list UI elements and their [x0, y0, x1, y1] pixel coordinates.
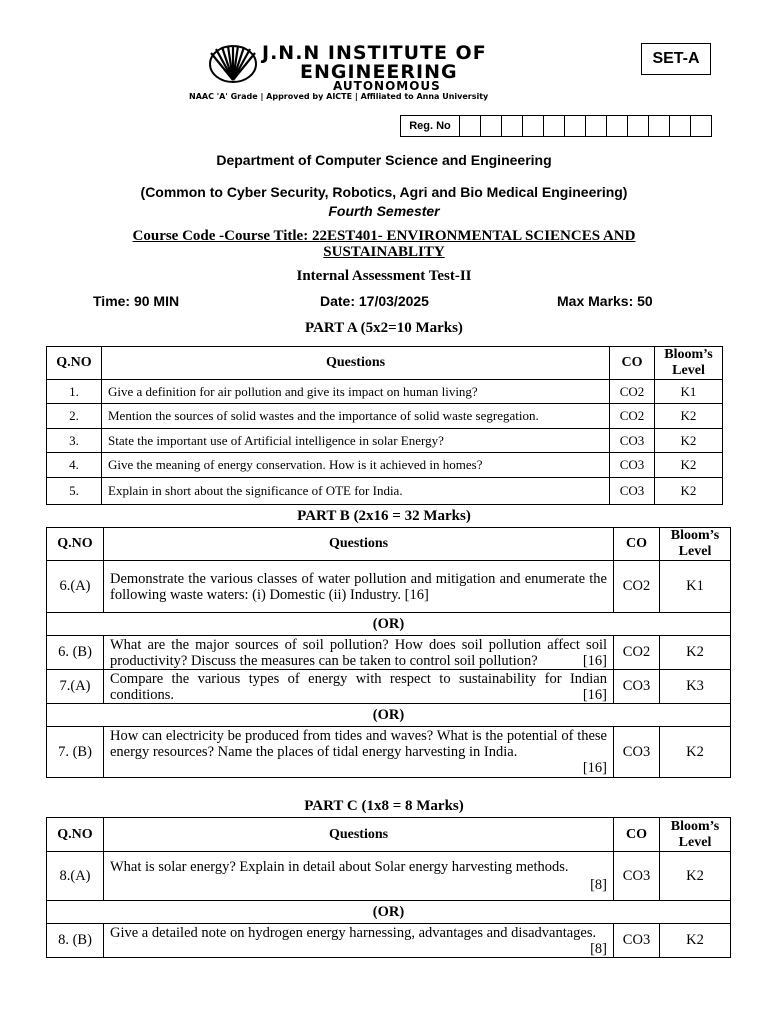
- question-text: Explain in short about the significance of OTE for India.: [102, 478, 610, 505]
- question-cell: [104, 924, 614, 958]
- column-header-questions: Questions: [104, 818, 614, 852]
- question-text: Give a detailed note on hydrogen energy harnessing, advantages and disadvantages.: [110, 924, 597, 941]
- reg-label: Reg. No: [401, 116, 460, 137]
- part-c-table: [46, 817, 731, 958]
- question-number: 6.(A): [47, 561, 104, 613]
- institute-logo: [208, 44, 258, 84]
- table-row: [47, 429, 723, 453]
- column-header-qno: Q.NO: [47, 818, 104, 852]
- part-b-table: [46, 527, 731, 778]
- course-title: Course Code -Course Title: 22EST401- ENVIRONMENTAL SCIENCES AND SUSTAINABLITY: [132, 228, 636, 260]
- table-row: [47, 380, 723, 404]
- column-header-blooms: Bloom’s Level: [660, 818, 731, 852]
- common-to-note: (Common to Cyber Security, Robotics, Agri and Bio Medical Engineering): [140, 184, 628, 200]
- question-text: State the important use of Artificial intelligence in solar Energy?: [102, 429, 610, 453]
- reg-digit-cell[interactable]: [607, 116, 628, 137]
- part-a-title: PART A (5x2=10 Marks): [305, 320, 463, 336]
- course-outcome: CO3: [610, 429, 655, 453]
- test-name: Internal Assessment Test-II: [296, 268, 472, 284]
- table-row: [47, 852, 731, 901]
- question-text: Give the meaning of energy conservation. How is it achieved in homes?: [102, 453, 610, 478]
- course-outcome: CO3: [614, 924, 660, 958]
- question-number: 5.: [47, 478, 102, 505]
- column-header-blooms: Bloom’s Level: [655, 347, 723, 380]
- table-row: [47, 404, 723, 429]
- question-text: How can electricity be produced from tides and waves? What is the potential of these energy resources? Name the places of tidal energy harvesting in India.: [110, 728, 607, 760]
- column-header-blooms: Bloom’s Level: [660, 528, 731, 561]
- question-number: 3.: [47, 429, 102, 453]
- question-number: 8.(A): [47, 852, 104, 901]
- set-label: SET-A: [641, 43, 711, 75]
- bloom-level: K2: [660, 924, 731, 958]
- bloom-level: K1: [660, 561, 731, 613]
- question-marks: [16]: [582, 652, 607, 669]
- table-row: [47, 670, 731, 704]
- bloom-level: K3: [660, 670, 731, 704]
- reg-digit-cell[interactable]: [565, 116, 586, 137]
- part-c-title: PART C (1x8 = 8 Marks): [304, 798, 464, 814]
- course-outcome: CO2: [614, 636, 660, 670]
- question-marks: [16]: [582, 760, 607, 776]
- reg-digit-cell[interactable]: [586, 116, 607, 137]
- part-b-title: PART B (2x16 = 32 Marks): [297, 508, 471, 524]
- question-cell: [104, 561, 614, 613]
- course-outcome: CO2: [610, 380, 655, 404]
- course-outcome: CO2: [614, 561, 660, 613]
- question-number: 2.: [47, 404, 102, 429]
- bloom-level: K2: [660, 852, 731, 901]
- course-outcome: CO3: [614, 852, 660, 901]
- reg-digit-cell[interactable]: [649, 116, 670, 137]
- question-marks: [16]: [404, 586, 429, 603]
- reg-digit-cell[interactable]: [460, 116, 481, 137]
- question-marks: [8]: [590, 877, 607, 893]
- column-header-questions: Questions: [104, 528, 614, 561]
- table-row: [47, 453, 723, 478]
- course-outcome: CO3: [610, 453, 655, 478]
- question-text: Mention the sources of solid wastes and the importance of solid waste segregation.: [102, 404, 610, 429]
- column-header-co: CO: [614, 528, 660, 561]
- max-marks: Max Marks: 50: [557, 293, 653, 309]
- institute-status: AUTONOMOUS: [333, 79, 441, 93]
- bloom-level: K1: [655, 380, 723, 404]
- semester: Fourth Semester: [328, 203, 440, 219]
- bloom-level: K2: [660, 727, 731, 778]
- question-number: 6. (B): [47, 636, 104, 670]
- question-cell: [104, 636, 614, 670]
- exam-time: Time: 90 MIN: [93, 293, 180, 309]
- question-number: 1.: [47, 380, 102, 404]
- or-divider: (OR): [47, 901, 731, 924]
- institute-name: J.N.N INSTITUTE OF: [262, 42, 487, 64]
- course-outcome: CO3: [614, 670, 660, 704]
- bloom-level: K2: [655, 404, 723, 429]
- course-outcome: CO3: [610, 478, 655, 505]
- question-number: 8. (B): [47, 924, 104, 958]
- reg-digit-cell[interactable]: [628, 116, 649, 137]
- column-header-qno: Q.NO: [47, 347, 102, 380]
- reg-digit-cell[interactable]: [502, 116, 523, 137]
- reg-digit-cell[interactable]: [544, 116, 565, 137]
- column-header-co: CO: [614, 818, 660, 852]
- reg-number-box: [400, 115, 712, 137]
- question-text: Give a definition for air pollution and give its impact on human living?: [102, 380, 610, 404]
- bloom-level: K2: [655, 478, 723, 505]
- question-text: Compare the various types of energy with respect to sustainability for Indian conditions.: [110, 670, 607, 703]
- reg-digit-cell[interactable]: [691, 116, 712, 137]
- course-outcome: CO2: [610, 404, 655, 429]
- column-header-co: CO: [610, 347, 655, 380]
- question-text: What is solar energy? Explain in detail about Solar energy harvesting methods.: [110, 859, 569, 875]
- question-number: 7. (B): [47, 727, 104, 778]
- course-outcome: CO3: [614, 727, 660, 778]
- bloom-level: K2: [655, 429, 723, 453]
- part-a-table: [46, 346, 723, 505]
- or-divider: (OR): [47, 704, 731, 727]
- question-marks: [8]: [590, 940, 607, 957]
- exam-date: Date: 17/03/2025: [320, 293, 429, 309]
- table-row: [47, 636, 731, 670]
- column-header-questions: Questions: [102, 347, 610, 380]
- question-number: 7.(A): [47, 670, 104, 704]
- reg-digit-cell[interactable]: [670, 116, 691, 137]
- question-marks: [16]: [582, 686, 607, 703]
- table-row: [47, 727, 731, 778]
- question-cell: [104, 852, 614, 901]
- table-row: [47, 924, 731, 958]
- question-cell: [104, 727, 614, 778]
- bloom-level: K2: [655, 453, 723, 478]
- column-header-qno: Q.NO: [47, 528, 104, 561]
- reg-digit-cell[interactable]: [481, 116, 502, 137]
- question-text: What are the major sources of soil pollution? How does soil pollution affect soil productivity? Discuss the measures can be taken to control soil pollution?: [110, 636, 607, 669]
- question-cell: [104, 670, 614, 704]
- table-row: [47, 478, 723, 505]
- or-divider: (OR): [47, 613, 731, 636]
- bloom-level: K2: [660, 636, 731, 670]
- question-number: 4.: [47, 453, 102, 478]
- question-text: Demonstrate the various classes of water pollution and mitigation and enumerate the following waste waters: (i) Domestic (ii) Industry.: [110, 570, 607, 603]
- department: Department of Computer Science and Engineering: [216, 152, 552, 168]
- table-row: [47, 561, 731, 613]
- institute-name-line2: ENGINEERING: [300, 61, 458, 83]
- accreditation-line: NAAC 'A' Grade | Approved by AICTE | Affiliated to Anna University: [189, 92, 489, 101]
- reg-digit-cell[interactable]: [523, 116, 544, 137]
